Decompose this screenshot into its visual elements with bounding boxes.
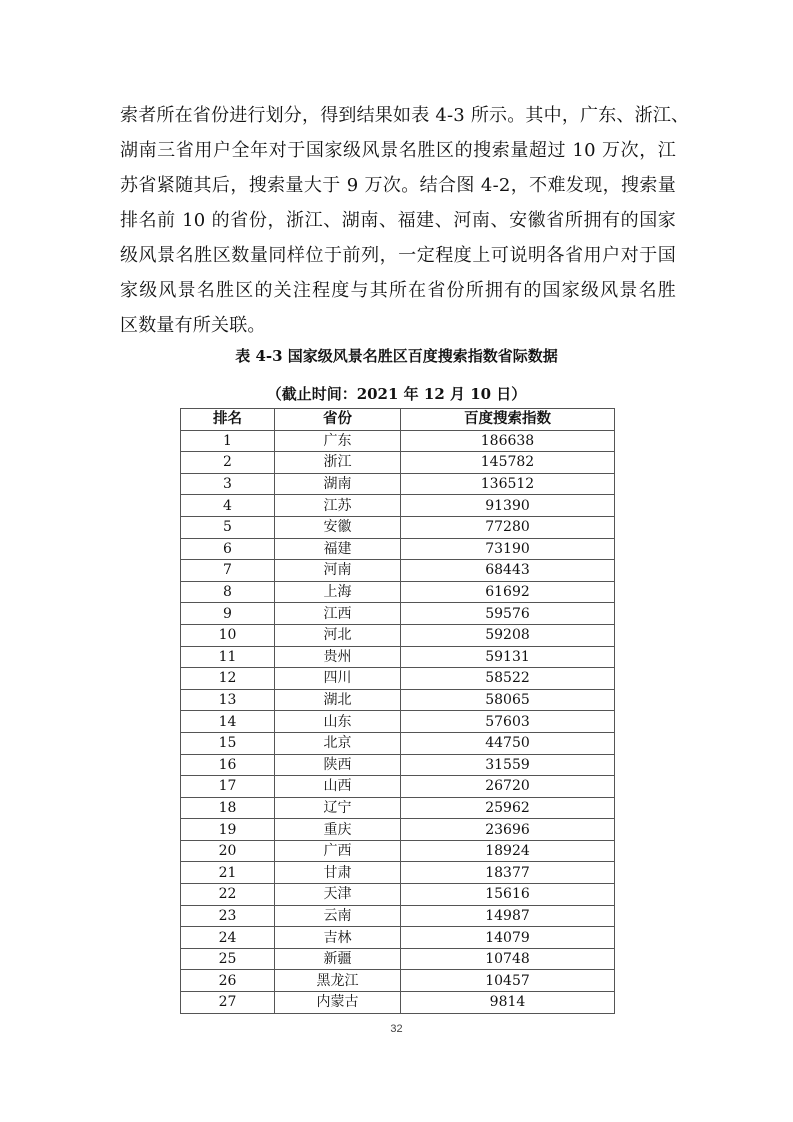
search-index-cell: 58522 — [401, 668, 615, 690]
search-index-cell: 57603 — [401, 711, 615, 733]
rank-cell: 10 — [181, 624, 275, 646]
rank-cell: 3 — [181, 473, 275, 495]
province-cell: 河南 — [275, 560, 401, 582]
search-index-cell: 91390 — [401, 495, 615, 517]
table-row — [181, 711, 615, 733]
table-row — [181, 797, 615, 819]
table-row — [181, 581, 615, 603]
header-province: 省份 — [275, 409, 401, 431]
province-cell: 福建 — [275, 538, 401, 560]
body-paragraph — [120, 98, 690, 343]
table-header-row — [181, 409, 615, 431]
paragraph-line: 湖南三省用户全年对于国家级风景名胜区的搜索量超过 10 万次，江 — [120, 140, 676, 161]
paragraph-line: 索者所在省份进行划分，得到结果如表 4-3 所示。其中，广东、浙江、 — [120, 105, 690, 126]
table-row — [181, 732, 615, 754]
province-cell: 新疆 — [275, 948, 401, 970]
province-cell: 上海 — [275, 581, 401, 603]
province-cell: 广西 — [275, 840, 401, 862]
province-cell: 湖北 — [275, 689, 401, 711]
rank-cell: 1 — [181, 430, 275, 452]
province-cell: 北京 — [275, 732, 401, 754]
rank-cell: 16 — [181, 754, 275, 776]
rank-cell: 14 — [181, 711, 275, 733]
search-index-cell: 14987 — [401, 905, 615, 927]
rank-cell: 7 — [181, 560, 275, 582]
province-cell: 山西 — [275, 776, 401, 798]
table-row — [181, 646, 615, 668]
rank-cell: 6 — [181, 538, 275, 560]
paragraph-line: 排名前 10 的省份，浙江、湖南、福建、河南、安徽省所拥有的国家 — [120, 210, 676, 231]
search-index-cell: 26720 — [401, 776, 615, 798]
rank-cell: 18 — [181, 797, 275, 819]
page-number: 32 — [390, 1023, 403, 1035]
search-index-cell: 58065 — [401, 689, 615, 711]
table-row — [181, 560, 615, 582]
province-cell: 云南 — [275, 905, 401, 927]
table-row — [181, 430, 615, 452]
rank-cell: 17 — [181, 776, 275, 798]
search-index-cell: 10457 — [401, 970, 615, 992]
paragraph-line: 家级风景名胜区的关注程度与其所在省份所拥有的国家级风景名胜 — [120, 280, 676, 301]
province-cell: 贵州 — [275, 646, 401, 668]
rank-cell: 8 — [181, 581, 275, 603]
rank-cell: 2 — [181, 452, 275, 474]
rank-cell: 23 — [181, 905, 275, 927]
province-cell: 安徽 — [275, 516, 401, 538]
province-cell: 湖南 — [275, 473, 401, 495]
rank-cell: 11 — [181, 646, 275, 668]
province-cell: 浙江 — [275, 452, 401, 474]
rank-cell: 13 — [181, 689, 275, 711]
table-row — [181, 603, 615, 625]
table-row — [181, 819, 615, 841]
table-body — [181, 430, 615, 1013]
search-index-cell: 31559 — [401, 754, 615, 776]
header-search-index: 百度搜索指数 — [401, 409, 615, 431]
province-cell: 天津 — [275, 884, 401, 906]
table-row — [181, 927, 615, 949]
province-cell: 江苏 — [275, 495, 401, 517]
province-cell: 山东 — [275, 711, 401, 733]
rank-cell: 27 — [181, 992, 275, 1014]
province-cell: 内蒙古 — [275, 992, 401, 1014]
search-index-cell: 145782 — [401, 452, 615, 474]
rank-cell: 26 — [181, 970, 275, 992]
province-cell: 陕西 — [275, 754, 401, 776]
province-cell: 辽宁 — [275, 797, 401, 819]
table-row — [181, 516, 615, 538]
search-index-cell: 25962 — [401, 797, 615, 819]
rank-cell: 21 — [181, 862, 275, 884]
table-row — [181, 452, 615, 474]
rank-cell: 25 — [181, 948, 275, 970]
paragraph-line: 级风景名胜区数量同样位于前列，一定程度上可说明各省用户对于国 — [120, 245, 676, 266]
search-index-cell: 136512 — [401, 473, 615, 495]
table-row — [181, 840, 615, 862]
province-cell: 广东 — [275, 430, 401, 452]
rank-cell: 12 — [181, 668, 275, 690]
paragraph-line: 区数量有所关联。 — [120, 315, 266, 336]
rank-cell: 4 — [181, 495, 275, 517]
rank-cell: 24 — [181, 927, 275, 949]
province-cell: 江西 — [275, 603, 401, 625]
table-row — [181, 862, 615, 884]
rank-cell: 5 — [181, 516, 275, 538]
province-cell: 吉林 — [275, 927, 401, 949]
rank-cell: 19 — [181, 819, 275, 841]
province-cell: 黑龙江 — [275, 970, 401, 992]
search-index-cell: 9814 — [401, 992, 615, 1014]
search-index-cell: 59131 — [401, 646, 615, 668]
table-row — [181, 970, 615, 992]
search-index-cell: 59576 — [401, 603, 615, 625]
table-row — [181, 884, 615, 906]
table-row — [181, 776, 615, 798]
table-title: 表 4-3 国家级风景名胜区百度搜索指数省际数据 — [235, 347, 558, 365]
table-row — [181, 948, 615, 970]
table-row — [181, 992, 615, 1014]
rank-cell: 22 — [181, 884, 275, 906]
search-index-cell: 77280 — [401, 516, 615, 538]
table-row — [181, 473, 615, 495]
province-cell: 河北 — [275, 624, 401, 646]
search-index-cell: 68443 — [401, 560, 615, 582]
rank-cell: 15 — [181, 732, 275, 754]
search-index-cell: 44750 — [401, 732, 615, 754]
rank-cell: 20 — [181, 840, 275, 862]
table-row — [181, 905, 615, 927]
rank-cell: 9 — [181, 603, 275, 625]
search-index-cell: 18377 — [401, 862, 615, 884]
table-row — [181, 689, 615, 711]
table-row — [181, 668, 615, 690]
table-subtitle: （截止时间：2021 年 12 月 10 日） — [266, 385, 527, 403]
province-cell: 甘肃 — [275, 862, 401, 884]
search-index-cell: 15616 — [401, 884, 615, 906]
search-index-cell: 73190 — [401, 538, 615, 560]
search-index-cell: 18924 — [401, 840, 615, 862]
search-index-cell: 10748 — [401, 948, 615, 970]
search-index-cell: 61692 — [401, 581, 615, 603]
search-index-cell: 14079 — [401, 927, 615, 949]
search-index-cell: 59208 — [401, 624, 615, 646]
province-cell: 四川 — [275, 668, 401, 690]
province-cell: 重庆 — [275, 819, 401, 841]
table-row — [181, 624, 615, 646]
table-row — [181, 538, 615, 560]
table-row — [181, 495, 615, 517]
header-rank: 排名 — [181, 409, 275, 431]
paragraph-line: 苏省紧随其后，搜索量大于 9 万次。结合图 4-2，不难发现，搜索量 — [120, 175, 676, 196]
search-index-cell: 186638 — [401, 430, 615, 452]
search-index-cell: 23696 — [401, 819, 615, 841]
province-search-index-table — [180, 408, 615, 1014]
table-row — [181, 754, 615, 776]
